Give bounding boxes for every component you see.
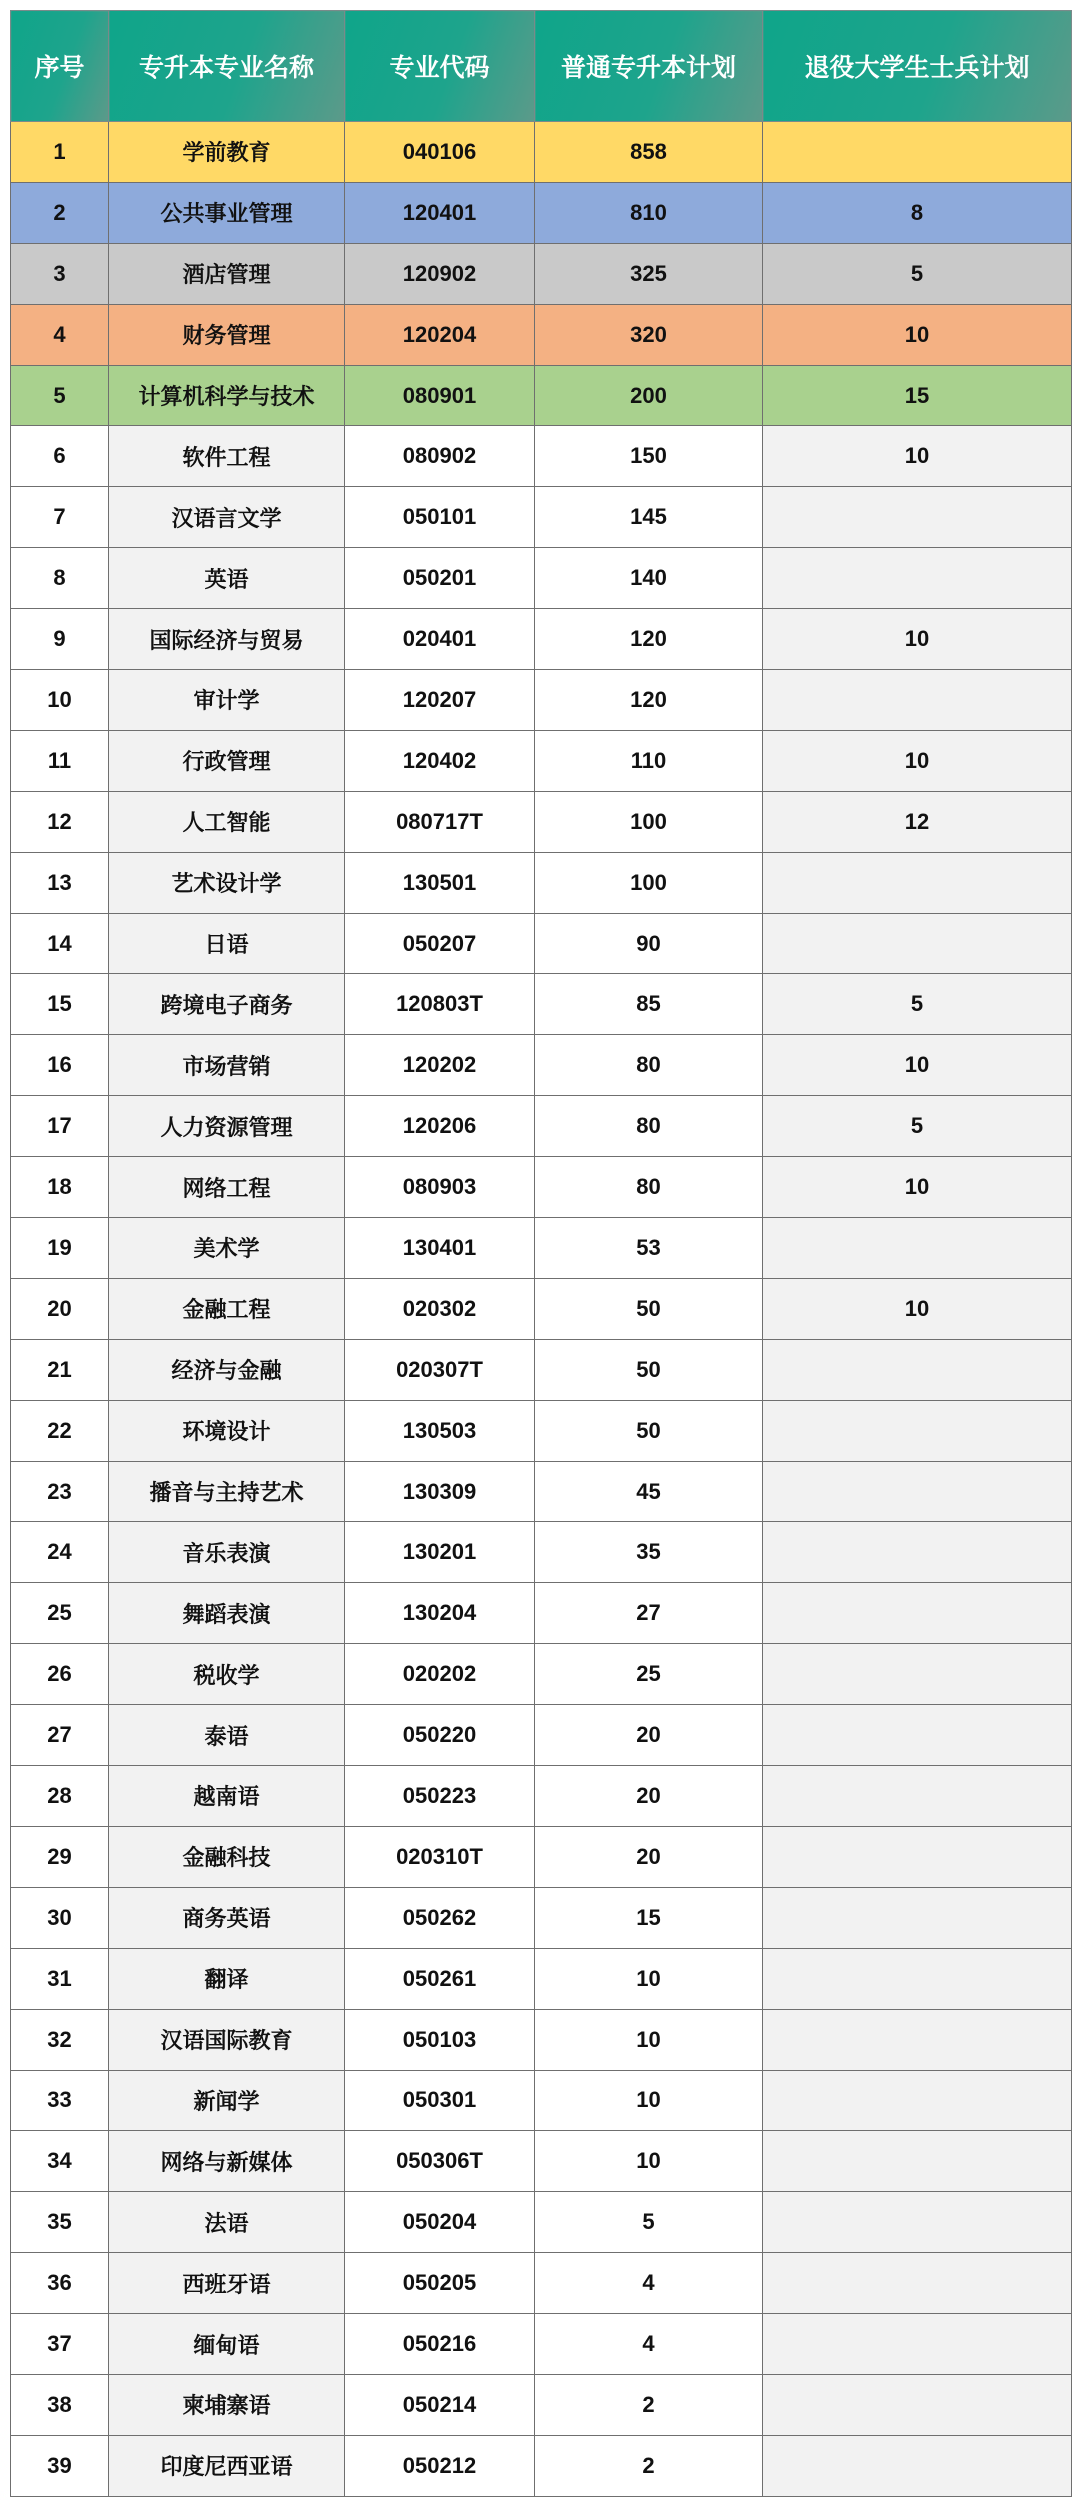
cell-major-name: 金融工程 (109, 1278, 345, 1339)
cell-index: 29 (11, 1826, 109, 1887)
cell-index: 14 (11, 913, 109, 974)
cell-regular-plan: 10 (535, 2070, 763, 2131)
cell-major-name: 金融科技 (109, 1826, 345, 1887)
table-row (11, 2435, 1072, 2496)
table-row (11, 670, 1072, 731)
cell-veteran-plan (763, 2192, 1072, 2253)
table-row (11, 2070, 1072, 2131)
cell-index: 39 (11, 2435, 109, 2496)
cell-veteran-plan (763, 1766, 1072, 1827)
cell-veteran-plan: 5 (763, 243, 1072, 304)
cell-major-name: 环境设计 (109, 1400, 345, 1461)
cell-major-name: 印度尼西亚语 (109, 2435, 345, 2496)
cell-veteran-plan: 10 (763, 1157, 1072, 1218)
cell-major-code: 040106 (345, 122, 535, 183)
cell-veteran-plan: 10 (763, 609, 1072, 670)
table-row (11, 913, 1072, 974)
cell-major-name: 计算机科学与技术 (109, 365, 345, 426)
cell-major-code: 120202 (345, 1035, 535, 1096)
cell-major-code: 130309 (345, 1461, 535, 1522)
cell-major-code: 020202 (345, 1644, 535, 1705)
table-row (11, 1826, 1072, 1887)
cell-major-code: 050306T (345, 2131, 535, 2192)
table-row (11, 1218, 1072, 1279)
cell-major-code: 020307T (345, 1339, 535, 1400)
table-row (11, 852, 1072, 913)
cell-veteran-plan (763, 1339, 1072, 1400)
cell-veteran-plan (763, 1583, 1072, 1644)
cell-regular-plan: 85 (535, 974, 763, 1035)
cell-major-name: 法语 (109, 2192, 345, 2253)
cell-index: 26 (11, 1644, 109, 1705)
cell-major-name: 汉语言文学 (109, 487, 345, 548)
cell-major-code: 050103 (345, 2009, 535, 2070)
cell-regular-plan: 10 (535, 2131, 763, 2192)
cell-major-code: 050204 (345, 2192, 535, 2253)
cell-regular-plan: 4 (535, 2314, 763, 2375)
cell-index: 7 (11, 487, 109, 548)
cell-index: 15 (11, 974, 109, 1035)
cell-major-code: 050205 (345, 2253, 535, 2314)
cell-regular-plan: 20 (535, 1766, 763, 1827)
cell-major-code: 020310T (345, 1826, 535, 1887)
cell-index: 8 (11, 548, 109, 609)
cell-index: 5 (11, 365, 109, 426)
table-row (11, 1522, 1072, 1583)
table-row (11, 1948, 1072, 2009)
header-index: 序号 (11, 11, 109, 122)
cell-major-name: 财务管理 (109, 304, 345, 365)
header-major-name: 专升本专业名称 (109, 11, 345, 122)
table-row (11, 974, 1072, 1035)
cell-veteran-plan (763, 1644, 1072, 1705)
cell-regular-plan: 4 (535, 2253, 763, 2314)
cell-major-code: 130201 (345, 1522, 535, 1583)
cell-regular-plan: 2 (535, 2435, 763, 2496)
cell-index: 28 (11, 1766, 109, 1827)
cell-veteran-plan (763, 1948, 1072, 2009)
cell-major-code: 120402 (345, 730, 535, 791)
cell-major-code: 050216 (345, 2314, 535, 2375)
cell-major-code: 050223 (345, 1766, 535, 1827)
cell-major-code: 080901 (345, 365, 535, 426)
cell-veteran-plan (763, 913, 1072, 974)
cell-regular-plan: 10 (535, 1948, 763, 2009)
cell-major-name: 人工智能 (109, 791, 345, 852)
cell-index: 32 (11, 2009, 109, 2070)
cell-veteran-plan (763, 1705, 1072, 1766)
cell-major-name: 审计学 (109, 670, 345, 731)
cell-major-code: 080903 (345, 1157, 535, 1218)
cell-regular-plan: 45 (535, 1461, 763, 1522)
cell-veteran-plan (763, 2314, 1072, 2375)
table-row (11, 1339, 1072, 1400)
cell-veteran-plan: 8 (763, 182, 1072, 243)
table-row (11, 2009, 1072, 2070)
cell-major-code: 130503 (345, 1400, 535, 1461)
cell-veteran-plan (763, 1400, 1072, 1461)
cell-index: 37 (11, 2314, 109, 2375)
cell-major-name: 商务英语 (109, 1887, 345, 1948)
cell-veteran-plan (763, 1887, 1072, 1948)
cell-major-name: 新闻学 (109, 2070, 345, 2131)
cell-major-name: 市场营销 (109, 1035, 345, 1096)
cell-major-name: 泰语 (109, 1705, 345, 1766)
table-row (11, 1035, 1072, 1096)
cell-major-code: 120803T (345, 974, 535, 1035)
cell-regular-plan: 25 (535, 1644, 763, 1705)
cell-index: 30 (11, 1887, 109, 1948)
cell-veteran-plan (763, 548, 1072, 609)
cell-major-name: 国际经济与贸易 (109, 609, 345, 670)
cell-major-name: 行政管理 (109, 730, 345, 791)
table-row (11, 791, 1072, 852)
table-row (11, 426, 1072, 487)
cell-regular-plan: 50 (535, 1339, 763, 1400)
cell-index: 34 (11, 2131, 109, 2192)
cell-index: 1 (11, 122, 109, 183)
cell-veteran-plan (763, 1522, 1072, 1583)
cell-veteran-plan (763, 122, 1072, 183)
cell-index: 35 (11, 2192, 109, 2253)
cell-veteran-plan (763, 1461, 1072, 1522)
table-row (11, 609, 1072, 670)
cell-index: 3 (11, 243, 109, 304)
cell-major-code: 050101 (345, 487, 535, 548)
cell-major-name: 经济与金融 (109, 1339, 345, 1400)
cell-major-code: 050207 (345, 913, 535, 974)
cell-major-name: 播音与主持艺术 (109, 1461, 345, 1522)
cell-major-name: 网络工程 (109, 1157, 345, 1218)
cell-index: 20 (11, 1278, 109, 1339)
table-row (11, 2374, 1072, 2435)
cell-index: 23 (11, 1461, 109, 1522)
header-veteran-plan: 退役大学生士兵计划 (763, 11, 1072, 122)
cell-major-name: 翻译 (109, 1948, 345, 2009)
cell-veteran-plan (763, 2253, 1072, 2314)
cell-major-code: 120207 (345, 670, 535, 731)
cell-veteran-plan: 10 (763, 426, 1072, 487)
cell-major-code: 050261 (345, 1948, 535, 2009)
cell-regular-plan: 100 (535, 852, 763, 913)
cell-regular-plan: 53 (535, 1218, 763, 1279)
header-row (11, 11, 1072, 122)
cell-index: 27 (11, 1705, 109, 1766)
cell-regular-plan: 10 (535, 2009, 763, 2070)
cell-regular-plan: 858 (535, 122, 763, 183)
table-row (11, 2314, 1072, 2375)
cell-regular-plan: 50 (535, 1400, 763, 1461)
cell-index: 9 (11, 609, 109, 670)
cell-major-name: 日语 (109, 913, 345, 974)
cell-major-name: 酒店管理 (109, 243, 345, 304)
cell-major-code: 020302 (345, 1278, 535, 1339)
cell-veteran-plan (763, 2131, 1072, 2192)
table-row (11, 1583, 1072, 1644)
cell-major-code: 120902 (345, 243, 535, 304)
cell-regular-plan: 80 (535, 1096, 763, 1157)
cell-index: 2 (11, 182, 109, 243)
cell-regular-plan: 120 (535, 670, 763, 731)
cell-veteran-plan (763, 2435, 1072, 2496)
cell-major-name: 学前教育 (109, 122, 345, 183)
table-row (11, 243, 1072, 304)
table-row (11, 2253, 1072, 2314)
table-row (11, 1096, 1072, 1157)
cell-index: 18 (11, 1157, 109, 1218)
cell-veteran-plan (763, 2009, 1072, 2070)
cell-regular-plan: 120 (535, 609, 763, 670)
cell-index: 11 (11, 730, 109, 791)
cell-index: 17 (11, 1096, 109, 1157)
cell-index: 22 (11, 1400, 109, 1461)
cell-major-name: 公共事业管理 (109, 182, 345, 243)
table-row (11, 2192, 1072, 2253)
cell-regular-plan: 80 (535, 1035, 763, 1096)
cell-index: 4 (11, 304, 109, 365)
cell-major-name: 舞蹈表演 (109, 1583, 345, 1644)
table-row (11, 1278, 1072, 1339)
cell-major-code: 130204 (345, 1583, 535, 1644)
cell-major-code: 080902 (345, 426, 535, 487)
table-row (11, 1461, 1072, 1522)
cell-regular-plan: 100 (535, 791, 763, 852)
table-body (11, 122, 1072, 2497)
cell-major-code: 020401 (345, 609, 535, 670)
cell-index: 10 (11, 670, 109, 731)
table-row (11, 730, 1072, 791)
cell-regular-plan: 110 (535, 730, 763, 791)
cell-regular-plan: 15 (535, 1887, 763, 1948)
table-row (11, 1400, 1072, 1461)
cell-major-name: 人力资源管理 (109, 1096, 345, 1157)
cell-major-code: 050262 (345, 1887, 535, 1948)
enrollment-plan-table-container (10, 10, 1071, 2497)
cell-regular-plan: 810 (535, 182, 763, 243)
cell-veteran-plan (763, 1218, 1072, 1279)
cell-major-name: 柬埔寨语 (109, 2374, 345, 2435)
cell-major-name: 网络与新媒体 (109, 2131, 345, 2192)
cell-regular-plan: 2 (535, 2374, 763, 2435)
table-header (11, 11, 1072, 122)
cell-major-name: 跨境电子商务 (109, 974, 345, 1035)
cell-major-name: 缅甸语 (109, 2314, 345, 2375)
cell-index: 21 (11, 1339, 109, 1400)
cell-major-name: 英语 (109, 548, 345, 609)
table-row (11, 548, 1072, 609)
cell-major-code: 050220 (345, 1705, 535, 1766)
cell-veteran-plan: 5 (763, 974, 1072, 1035)
cell-index: 33 (11, 2070, 109, 2131)
cell-major-name: 汉语国际教育 (109, 2009, 345, 2070)
cell-major-code: 050212 (345, 2435, 535, 2496)
header-major-code: 专业代码 (345, 11, 535, 122)
cell-major-name: 税收学 (109, 1644, 345, 1705)
cell-regular-plan: 20 (535, 1705, 763, 1766)
cell-index: 24 (11, 1522, 109, 1583)
cell-regular-plan: 150 (535, 426, 763, 487)
table-row (11, 182, 1072, 243)
cell-regular-plan: 145 (535, 487, 763, 548)
cell-regular-plan: 325 (535, 243, 763, 304)
cell-veteran-plan: 15 (763, 365, 1072, 426)
cell-major-code: 120206 (345, 1096, 535, 1157)
cell-veteran-plan (763, 2070, 1072, 2131)
cell-major-name: 西班牙语 (109, 2253, 345, 2314)
cell-index: 36 (11, 2253, 109, 2314)
cell-index: 12 (11, 791, 109, 852)
cell-major-code: 130401 (345, 1218, 535, 1279)
cell-regular-plan: 90 (535, 913, 763, 974)
cell-veteran-plan: 10 (763, 304, 1072, 365)
cell-regular-plan: 5 (535, 2192, 763, 2253)
cell-index: 16 (11, 1035, 109, 1096)
cell-major-code: 120401 (345, 182, 535, 243)
table-row (11, 304, 1072, 365)
cell-major-name: 软件工程 (109, 426, 345, 487)
cell-index: 38 (11, 2374, 109, 2435)
table-row (11, 2131, 1072, 2192)
cell-major-code: 050301 (345, 2070, 535, 2131)
cell-regular-plan: 35 (535, 1522, 763, 1583)
cell-veteran-plan (763, 2374, 1072, 2435)
cell-regular-plan: 140 (535, 548, 763, 609)
cell-regular-plan: 200 (535, 365, 763, 426)
table-row (11, 1705, 1072, 1766)
table-row (11, 365, 1072, 426)
cell-major-code: 050201 (345, 548, 535, 609)
cell-veteran-plan (763, 852, 1072, 913)
cell-regular-plan: 320 (535, 304, 763, 365)
table-row (11, 1887, 1072, 1948)
table-row (11, 1157, 1072, 1218)
cell-major-code: 080717T (345, 791, 535, 852)
cell-major-name: 音乐表演 (109, 1522, 345, 1583)
cell-veteran-plan (763, 670, 1072, 731)
cell-major-name: 美术学 (109, 1218, 345, 1279)
cell-veteran-plan: 12 (763, 791, 1072, 852)
table-row (11, 122, 1072, 183)
table-row (11, 487, 1072, 548)
cell-major-code: 050214 (345, 2374, 535, 2435)
cell-index: 25 (11, 1583, 109, 1644)
cell-major-code: 120204 (345, 304, 535, 365)
cell-veteran-plan: 10 (763, 730, 1072, 791)
cell-regular-plan: 27 (535, 1583, 763, 1644)
cell-regular-plan: 50 (535, 1278, 763, 1339)
cell-index: 19 (11, 1218, 109, 1279)
cell-veteran-plan (763, 1826, 1072, 1887)
cell-major-code: 130501 (345, 852, 535, 913)
cell-veteran-plan: 10 (763, 1035, 1072, 1096)
cell-index: 31 (11, 1948, 109, 2009)
cell-index: 13 (11, 852, 109, 913)
cell-regular-plan: 20 (535, 1826, 763, 1887)
cell-veteran-plan: 5 (763, 1096, 1072, 1157)
header-regular-plan: 普通专升本计划 (535, 11, 763, 122)
cell-regular-plan: 80 (535, 1157, 763, 1218)
cell-major-name: 艺术设计学 (109, 852, 345, 913)
table-row (11, 1644, 1072, 1705)
enrollment-plan-table (10, 10, 1072, 2497)
cell-major-name: 越南语 (109, 1766, 345, 1827)
cell-index: 6 (11, 426, 109, 487)
cell-veteran-plan (763, 487, 1072, 548)
cell-veteran-plan: 10 (763, 1278, 1072, 1339)
table-row (11, 1766, 1072, 1827)
